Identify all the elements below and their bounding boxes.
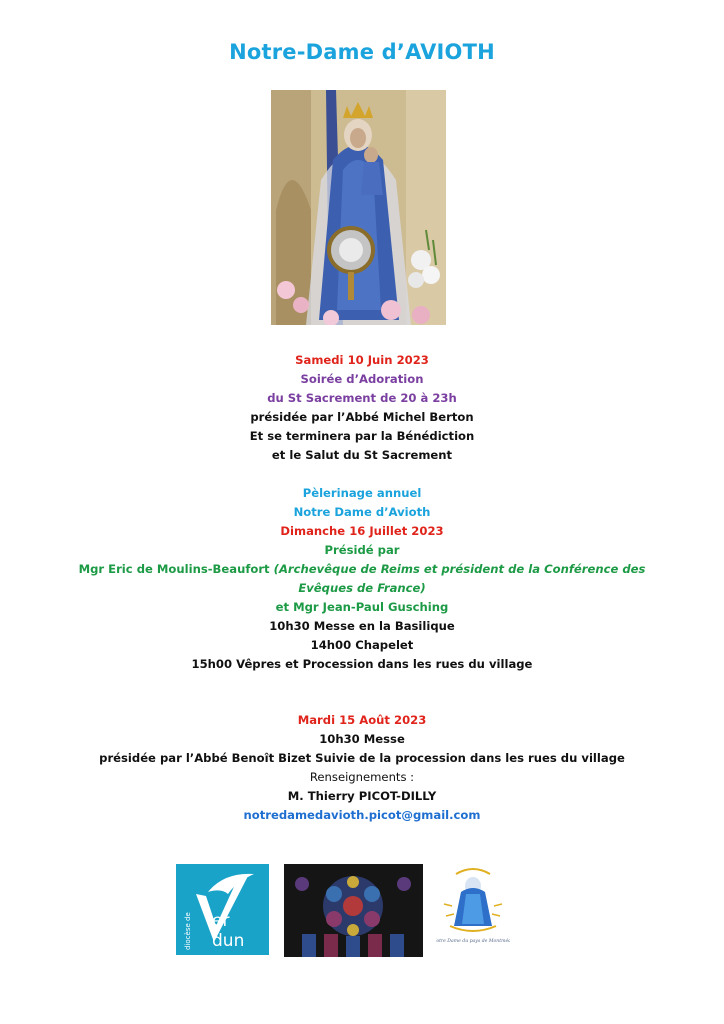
event1-time: du St Sacrement de 20 à 23h <box>267 391 457 405</box>
event2-schedule3: 15h00 Vêpres et Procession dans les rues du village <box>191 657 533 671</box>
dove-v-icon <box>176 864 269 955</box>
event-pilgrimage <box>0 484 724 674</box>
contact-email[interactable]: notredamedavioth.picot@gmail.com <box>243 808 481 822</box>
page-title: Notre-Dame d’AVIOTH <box>229 40 495 64</box>
event3-date: Mardi 15 Août 2023 <box>297 713 427 727</box>
event2-presided-by: Présidé par <box>324 543 400 557</box>
event2-schedule2: 14h00 Chapelet <box>310 638 414 652</box>
event-assumption <box>0 711 724 825</box>
event2-schedule1: 10h30 Messe en la Basilique <box>269 619 455 633</box>
event1-presider: présidée par l’Abbé Michel Berton <box>250 410 474 424</box>
event3-time: 10h30 Messe <box>319 732 405 746</box>
event2-bishop1-title-cont: Evêques de France) <box>298 581 426 595</box>
event3-presider: présidée par l’Abbé Benoît Bizet Suivie de la procession dans les rues du village <box>99 751 625 765</box>
diocese-small-text: diocèse de <box>184 912 192 950</box>
bishop1-title: (Archevêque de Reims et président de la Conférence des <box>273 562 646 576</box>
notre-dame-montmedy-logo <box>436 864 510 959</box>
event2-heading2: Notre Dame d’Avioth <box>293 505 431 519</box>
virgin-statue-photo <box>271 90 446 325</box>
event2-bishop1 <box>0 560 724 579</box>
event1-line2: et le Salut du St Sacrement <box>271 448 453 462</box>
info-label: Renseignements : <box>309 770 415 784</box>
event-saturday <box>0 351 724 465</box>
diocese-dun-text: dun <box>212 931 245 951</box>
stained-glass-window-image <box>284 864 423 957</box>
event1-line1: Et se terminera par la Bénédiction <box>249 429 475 443</box>
event2-heading1: Pèlerinage annuel <box>302 486 422 500</box>
event1-name: Soirée d’Adoration <box>300 372 424 386</box>
notre-dame-caption: Notre Dame du pays de Montmédy <box>436 939 510 944</box>
diocese-verdun-logo <box>176 864 269 955</box>
contact-name: M. Thierry PICOT-DILLY <box>287 789 437 803</box>
event2-bishop2: et Mgr Jean-Paul Gusching <box>275 600 449 614</box>
diocese-er-text: er <box>212 911 230 931</box>
bishop1-name: Mgr Eric de Moulins-Beaufort <box>78 562 274 576</box>
event1-date: Samedi 10 Juin 2023 <box>295 353 429 367</box>
event2-date: Dimanche 16 Juillet 2023 <box>280 524 444 538</box>
